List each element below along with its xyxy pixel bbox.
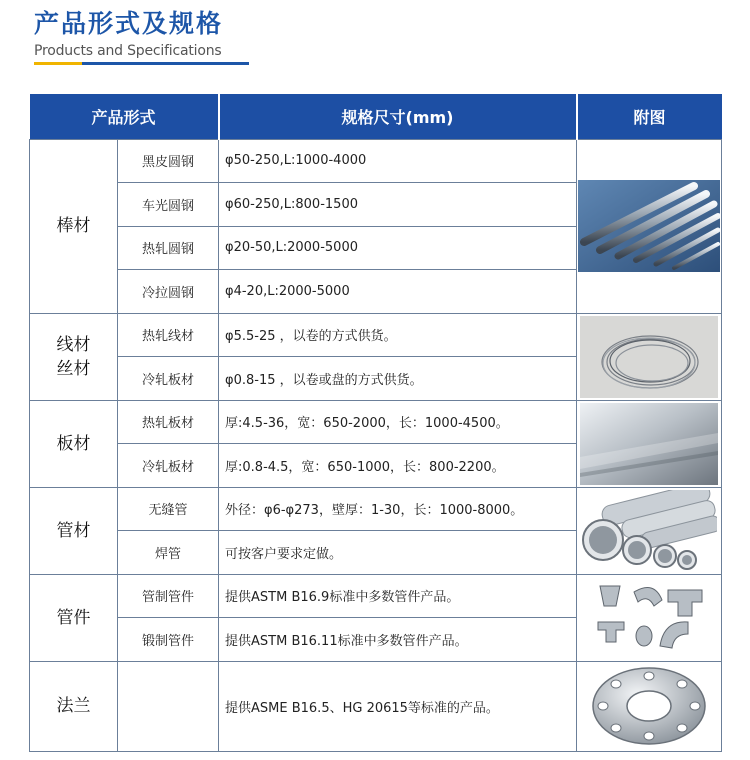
spec-cell: φ50-250,L:1000-4000 [219,139,577,183]
subtype-cell: 车光圆钢 [118,183,219,227]
category-flange: 法兰 [30,661,118,751]
image-cell-bars [577,139,722,313]
subtype-cell: 锻制管件 [118,618,219,662]
table-row [30,574,722,618]
category-pipe: 管材 [30,487,118,574]
subtype-cell: 黑皮圆钢 [118,139,219,183]
steel-rod-photo [578,180,720,272]
subtype-cell: 焊管 [118,531,219,575]
category-bars: 棒材 [30,139,118,313]
spec-cell: 提供ASTM B16.11标准中多数管件产品。 [219,618,577,662]
table-row [30,487,722,531]
category-wire [30,313,118,400]
spec-cell: φ0.8-15 ，以卷或盘的方式供货。 [219,357,577,401]
image-cell-fittings [577,574,722,661]
category-line: 线材 [56,334,91,355]
table-header-row [30,94,722,139]
subtype-cell: 冷轧板材 [118,444,219,488]
spec-cell: 提供ASME B16.5、HG 20615等标准的产品。 [219,661,577,751]
table-row [30,139,722,183]
flange-photo [587,664,711,748]
page-subtitle: Products and Specifications [34,43,222,59]
page-heading [34,8,223,62]
image-cell-plate [577,400,722,487]
image-cell-flange [577,661,722,751]
category-line: 丝材 [56,358,91,379]
table-row [30,400,722,444]
spec-cell: φ20-50,L:2000-5000 [219,226,577,270]
subtype-cell: 冷轧板材 [118,357,219,401]
title-underline-accent [34,62,82,65]
header-form: 产品形式 [30,94,219,139]
subtype-cell [118,661,219,751]
page-title: 产品形式及规格 [34,9,224,38]
category-plate: 板材 [30,400,118,487]
image-cell-wire [577,313,722,400]
table-row [30,661,722,751]
image-cell-pipe [577,487,722,574]
spec-cell: 外径：φ6-φ273，壁厚：1-30，长：1000-8000。 [219,487,577,531]
spec-cell: 厚:4.5-36，宽：650-2000，长：1000-4500。 [219,400,577,444]
subtype-cell: 热轧线材 [118,313,219,357]
header-size: 规格尺寸(mm) [219,94,577,139]
spec-cell: φ4-20,L:2000-5000 [219,270,577,314]
subtype-cell: 管制管件 [118,574,219,618]
table-row [30,313,722,357]
spec-cell: 厚:0.8-4.5，宽：650-1000，长：800-2200。 [219,444,577,488]
spec-cell: 可按客户要求定做。 [219,531,577,575]
subtype-cell: 冷拉圆钢 [118,270,219,314]
wire-coil-photo [580,316,718,398]
spec-cell: 提供ASTM B16.9标准中多数管件产品。 [219,574,577,618]
spec-cell: φ60-250,L:800-1500 [219,183,577,227]
spec-table [29,94,722,752]
subtype-cell: 热轧板材 [118,400,219,444]
steel-pipe-photo [581,490,717,572]
subtype-cell: 热轧圆钢 [118,226,219,270]
steel-plate-photo [580,403,718,485]
pipe-fittings-photo [584,576,714,660]
category-fittings: 管件 [30,574,118,661]
header-image: 附图 [577,94,722,139]
subtype-cell: 无缝管 [118,487,219,531]
spec-cell: φ5.5-25 ，以卷的方式供货。 [219,313,577,357]
